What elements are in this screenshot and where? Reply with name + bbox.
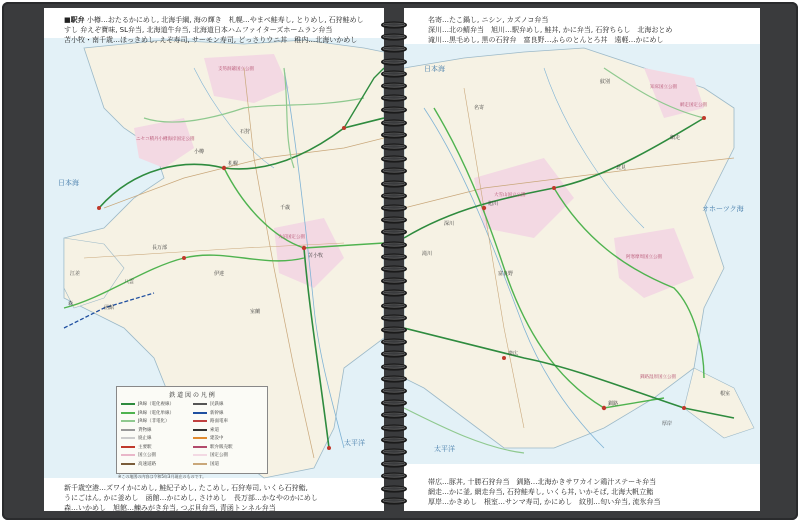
legend-swatch <box>193 446 207 448</box>
right-map <box>404 8 760 511</box>
ekiben-line-r1: 名寄…たこ鍋し, ニシン, カズノコ弁当 <box>428 16 549 24</box>
place-label: 網走 <box>670 135 681 141</box>
legend-label: 主要駅 <box>138 444 152 450</box>
park-label: 知床国立公園 <box>650 85 677 90</box>
legend-row <box>121 452 263 458</box>
place-label: 根室 <box>720 391 731 397</box>
legend-label: 高速道路 <box>138 461 156 467</box>
sea-label-pacific: 太平洋 <box>344 439 365 447</box>
place-label: 江差 <box>70 271 81 277</box>
binding-ring <box>381 417 407 425</box>
park-label: 釧路湿原国立公園 <box>640 375 676 380</box>
bottom-text-r1: 帯広…豚丼, 十勝石狩弁当 釧路…北海かきサワカイン鶏汁ステーキ弁当 <box>428 478 657 486</box>
place-label: 長万部 <box>152 245 168 251</box>
park-label: ニセコ積丹小樽海岸国定公園 <box>136 137 195 142</box>
legend-swatch <box>193 403 207 405</box>
binding-ring <box>381 282 407 290</box>
legend-row <box>121 461 263 467</box>
binding-ring <box>381 368 407 376</box>
binding-ring <box>381 26 407 34</box>
binding-ring <box>381 380 407 388</box>
binding-ring <box>381 38 407 46</box>
ekiben-line-r3: 滝川…黒毛めし, 黒の石狩弁 富良野…ふらのとんとろ丼 遠軽…かにめし <box>428 36 664 44</box>
bottom-text-r2: 網走…かに釜, 網走弁当, 石狩鮭寿し, いくら丼, いかそば, 北海大帆立鮨 <box>428 488 654 496</box>
legend-swatch <box>193 463 207 465</box>
binding-ring <box>381 87 407 95</box>
binding-ring <box>381 160 407 168</box>
legend-label: 建設中 <box>210 436 224 441</box>
sea-label-japan-sea: 日本海 <box>58 179 79 187</box>
legend-swatch <box>193 454 207 456</box>
legend-label: JR線（非電化） <box>138 419 170 424</box>
bottom-text-r3: 厚岸…かきめし 根室…サンマ寿司, かにめし 紋別…旬い弁当, 流氷弁当 <box>428 498 661 506</box>
park-label: 大沼国定公園 <box>278 235 305 240</box>
ekiben-line-2: すし 弁えぞ寶味, SL弁当, 北海道牛弁当, 北海道日本ハムファイターズホームラン弁当 <box>64 26 333 34</box>
ekiben-line-3: 苫小牧・南千歳…ほっきめし, えぞ寿司, サーモン寿司, どっさりウニ丼 稚内…北海いかめし <box>64 36 358 44</box>
sea-label-pacific-r: 太平洋 <box>434 445 455 453</box>
place-label: 石狩 <box>240 129 251 135</box>
bottom-text-line-2: うにごはん, かに釜めし 函館…かにめし, さけめし 長万部…かなやのかにめし <box>64 494 318 502</box>
legend-swatch <box>121 429 135 431</box>
legend-swatch <box>121 437 135 439</box>
binding-ring <box>381 307 407 315</box>
place-label: 伊達 <box>214 271 225 277</box>
binding-ring <box>381 356 407 364</box>
left-map-page <box>44 8 384 511</box>
place-label: 深川 <box>444 221 455 227</box>
binding-ring <box>381 209 407 217</box>
binding-ring <box>381 221 407 229</box>
binding-ring <box>381 197 407 205</box>
legend-row <box>121 435 263 441</box>
legend-label: 廃止線 <box>138 436 152 441</box>
legend-swatch <box>193 420 207 422</box>
binding-ring <box>381 173 407 181</box>
binding-ring <box>381 136 407 144</box>
place-label: 千歳 <box>280 205 291 211</box>
binding-ring <box>381 258 407 266</box>
binding-ring <box>381 490 407 498</box>
binding-ring <box>381 270 407 278</box>
place-label: 室蘭 <box>250 309 261 315</box>
legend-label: JR線（電化単線） <box>138 410 174 416</box>
binding-ring <box>381 234 407 242</box>
place-label: 小樽 <box>194 149 205 155</box>
place-label: 北見 <box>616 165 627 171</box>
place-label: 滝川 <box>422 251 433 257</box>
park-label: 網走国定公園 <box>680 103 707 108</box>
place-label: 厚岸 <box>662 421 673 427</box>
legend-swatch <box>121 412 135 414</box>
ekiben-line-1: 小樽…おたるかにめし, 北海手綱, 海の輝き 札幌…やまべ鮭寿し, とりめし, 石狩鮭めし <box>86 16 364 24</box>
map-legend <box>116 386 268 474</box>
legend-label: 新幹線 <box>210 410 224 416</box>
binding-ring <box>381 453 407 461</box>
binding-ring <box>381 441 407 449</box>
place-label: 苫小牧 <box>308 253 324 259</box>
binding-ring <box>381 75 407 83</box>
legend-row <box>121 427 263 433</box>
binding-ring <box>381 295 407 303</box>
binding-ring <box>381 185 407 193</box>
binding-ring <box>381 124 407 132</box>
binding-ring <box>381 99 407 107</box>
legend-swatch <box>193 437 207 439</box>
ekiben-heading: ■駅弁 <box>64 16 85 24</box>
bottom-text-line-3: 森…いかめし 旭館…鰊みがき弁当, つぶ貝弁当, 青函トンネル弁当 <box>64 504 276 511</box>
legend-swatch <box>121 420 135 422</box>
legend-row <box>121 410 263 416</box>
legend-label: 索道 <box>210 427 219 433</box>
legend-row <box>121 418 263 424</box>
legend-label: JR線（電化複線） <box>138 402 174 407</box>
place-label: 札幌 <box>228 161 239 167</box>
place-label: 八雲 <box>124 279 135 285</box>
binding-ring <box>381 14 407 22</box>
binding-ring <box>381 465 407 473</box>
legend-label: 国定公園 <box>210 453 228 458</box>
binding-ring <box>381 112 407 120</box>
legend-swatch <box>121 403 135 405</box>
park-label: 大雪山国立公園 <box>494 193 526 198</box>
binding-ring <box>381 429 407 437</box>
binding-ring <box>381 246 407 254</box>
binding-ring <box>381 63 407 71</box>
legend-swatch <box>121 463 135 465</box>
legend-row <box>121 401 263 407</box>
legend-swatch <box>193 429 207 431</box>
bottom-text-line-1: 新千歳空港…ズワイかにめし, 鮭紀子めし, たこめし, 石狩寿司, いくら石狩鮨, <box>64 484 308 492</box>
ekiben-block-left <box>64 16 364 25</box>
legend-label: 駅弁販売駅 <box>210 444 233 450</box>
legend-title: 鉄 道 図 の 凡 例 <box>169 392 215 399</box>
binding-ring <box>381 392 407 400</box>
place-label: 名寄 <box>474 105 485 111</box>
park-label: 支笏洞爺国立公園 <box>218 67 254 72</box>
legend-label: 貨物線 <box>138 427 152 433</box>
legend-label: 国立公園 <box>138 453 156 458</box>
legend-swatch <box>193 412 207 414</box>
place-label: 函館 <box>104 305 115 311</box>
place-label: 旭川 <box>488 201 499 207</box>
legend-label: 国道 <box>210 461 219 467</box>
sea-label-japan-sea-r: 日本海 <box>424 65 445 73</box>
binding-ring <box>381 343 407 351</box>
binding-ring <box>381 148 407 156</box>
legend-swatch <box>121 446 135 448</box>
place-label: 紋別 <box>600 79 611 85</box>
binding-ring <box>381 478 407 486</box>
place-label: 森 <box>68 301 74 307</box>
legend-note: ※この地図の内容は令和5年3月現在のものです。 <box>118 474 207 479</box>
legend-row <box>121 444 263 450</box>
binding-ring <box>381 331 407 339</box>
ekiben-line-r2: 深川…北の鯖弁当 旭川…駅弁めし, 鮭丼, かに弁当, 石狩ちらし 北海おとめ <box>428 26 673 34</box>
legend-swatch <box>121 454 135 456</box>
right-map-page <box>404 8 760 511</box>
place-label: 帯広 <box>508 351 519 357</box>
legend-label: 民鉄線 <box>210 402 224 407</box>
place-label: 釧路 <box>608 401 619 407</box>
legend-label: 路面電車 <box>210 419 228 424</box>
binding-ring <box>381 404 407 412</box>
binding-ring <box>381 319 407 327</box>
place-label: 富良野 <box>498 271 514 277</box>
park-label: 阿寒摩周国立公園 <box>626 255 662 260</box>
binding-ring <box>381 51 407 59</box>
sea-label-okhotsk: オホーツク海 <box>702 205 744 213</box>
